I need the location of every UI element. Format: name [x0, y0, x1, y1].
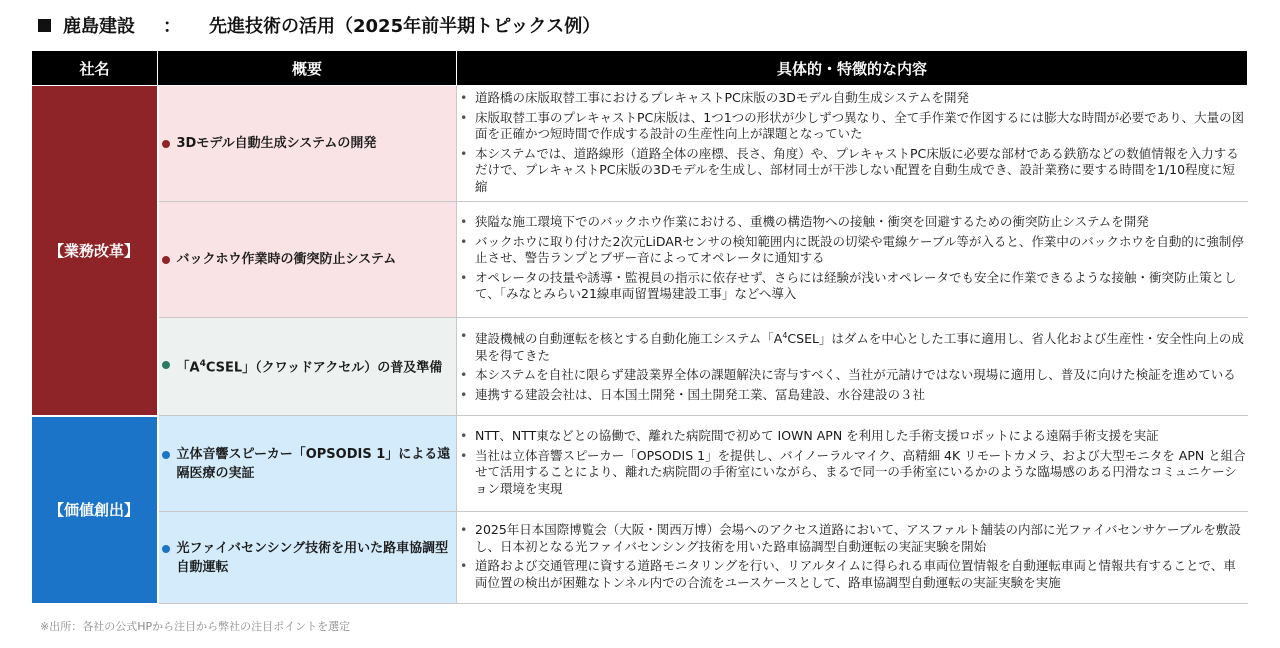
overview-cell [158, 202, 457, 318]
list-item: • 2025年日本国際博覧会（大阪・関西万博）会場へのアクセス道路において、アスファルト舗装の内部に光ファイバセンサケーブルを敷設し、日本初となる光ファイバセンシング技術を用いた路車協調型自動運転の実証実験を開始 [457, 522, 1248, 555]
details-cell [457, 416, 1248, 512]
overview-cell [158, 512, 457, 604]
overview-cell [158, 86, 457, 202]
table-row [32, 202, 1248, 318]
details-cell [457, 202, 1248, 318]
list-item: • バックホウに取り付けた2次元LiDARセンサの検知範囲内に既設の切梁や電線ケーブル等が入ると、作業中のバックホウを自動的に強制停止させ、警告ランプとブザー音によってオペレータに通知する [457, 234, 1248, 267]
header-details: 具体的・特徴的な内容 [457, 51, 1248, 86]
table-row [32, 318, 1248, 416]
details-cell [457, 86, 1248, 202]
list-item: • 建設機械の自動運転を核とする自動化施工システム「$A^4CSEL$」はダムを中心とした工事に適用し、省人化および生産性・安全性向上の成果を得てきた [457, 328, 1248, 364]
details-cell [457, 512, 1248, 604]
list-item: • 道路橋の床版取替工事におけるプレキャストPC床版の3Dモデル自動生成システムを開発 [457, 90, 1248, 107]
bullet-dot-icon [162, 140, 170, 148]
overview-text: 光ファイバセンシング技術を用いた路車協調型自動運転 [176, 540, 449, 575]
overview-cell [158, 416, 457, 512]
list-item: • 狭隘な施工環境下でのバックホウ作業における、重機の構造物への接触・衝突を回避するための衝突防止システムを開発 [457, 214, 1248, 231]
title-company: 鹿島建設 [63, 16, 135, 37]
page-title [38, 12, 600, 42]
category-value-creation: 【価値創出】 [32, 416, 158, 604]
title-subject: 先進技術の活用（2025年前半期トピックス例） [209, 16, 601, 37]
details-cell [457, 318, 1248, 416]
bullet-dot-icon [162, 361, 170, 369]
topics-table [31, 50, 1248, 605]
overview-text: 3Dモデル自動生成システムの開発 [176, 136, 377, 151]
list-item: • 本システムでは、道路線形（道路全体の座標、長さ、角度）や、プレキャストPC床版に必要な部材である鉄筋などの数値情報を入力するだけで、プレキャストPC床版の3Dモデルを生成し、部材同士が干渉しない配置を自動生成でき、設計業務に要する時間を1/10程度に短縮 [457, 146, 1248, 196]
overview-text: バックホウ作業時の衝突防止システム [176, 252, 397, 267]
source-footnote: ※出所：各社の公式HPから注目から弊社の注目ポイントを選定 [40, 620, 351, 633]
list-item: • NTT、NTT東などとの協働で、離れた病院間で初めて IOWN APN を利用した手術支援ロボットによる遠隔手術支援を実証 [457, 428, 1248, 445]
list-item: • 床版取替工事のプレキャストPC床版は、1つ1つの形状が少しずつ異なり、全て手作業で作図するには膨大な時間が必要であり、大量の図面を正確かつ短時間で作成する設計の生産性向上が課題となっていた [457, 110, 1248, 143]
table-header-row [32, 51, 1248, 86]
overview-text: 立体音響スピーカー「OPSODIS 1」による遠隔医療の実証 [176, 446, 451, 481]
list-item: • オペレータの技量や誘導・監視員の指示に依存せず、さらには経験が浅いオペレータでも安全に作業できるような接触・衝突防止策として、「みなとみらい21線車両留置場建設工事」などへ導入 [457, 270, 1248, 303]
list-item: • 本システムを自社に限らず建設業界全体の課題解決に寄与すべく、当社が元請けではない現場に適用し、普及に向けた検証を進めている [457, 367, 1248, 384]
table-row [32, 86, 1248, 202]
list-item: • 当社は立体音響スピーカー「OPSODIS 1」を提供し、バイノーラルマイク、高精細 4K リモートカメラ、および大型モニタを APN と組合せて活用することにより、離れた病院間の手術室にいながら、まるで同一の手術室にいるかのような臨場感のある円滑なコミュニケーション環境を実現 [457, 448, 1248, 498]
overview-cell [158, 318, 457, 416]
bullet-dot-icon [162, 451, 170, 459]
header-company: 社名 [32, 51, 158, 86]
list-item: • 連携する建設会社は、日本国土開発・国土開発工業、冨島建設、水谷建設の３社 [457, 387, 1248, 404]
overview-text: 「$A^4CSEL$」（クワッドアクセル）の普及準備 [176, 359, 443, 376]
title-separator: ： [163, 16, 181, 37]
square-bullet-icon [38, 19, 51, 32]
bullet-dot-icon [162, 256, 170, 264]
table-row [32, 416, 1248, 512]
list-item: • 道路および交通管理に資する道路モニタリングを行い、リアルタイムに得られる車両位置情報を自動運転車両と情報共有することで、車両位置の検出が困難なトンネル内での合流をユースケースとして、路車協調型自動運転の実証実験を実施 [457, 558, 1248, 591]
bullet-dot-icon [162, 545, 170, 553]
table-row [32, 512, 1248, 604]
category-business-reform: 【業務改革】 [32, 86, 158, 416]
header-overview: 概要 [158, 51, 457, 86]
